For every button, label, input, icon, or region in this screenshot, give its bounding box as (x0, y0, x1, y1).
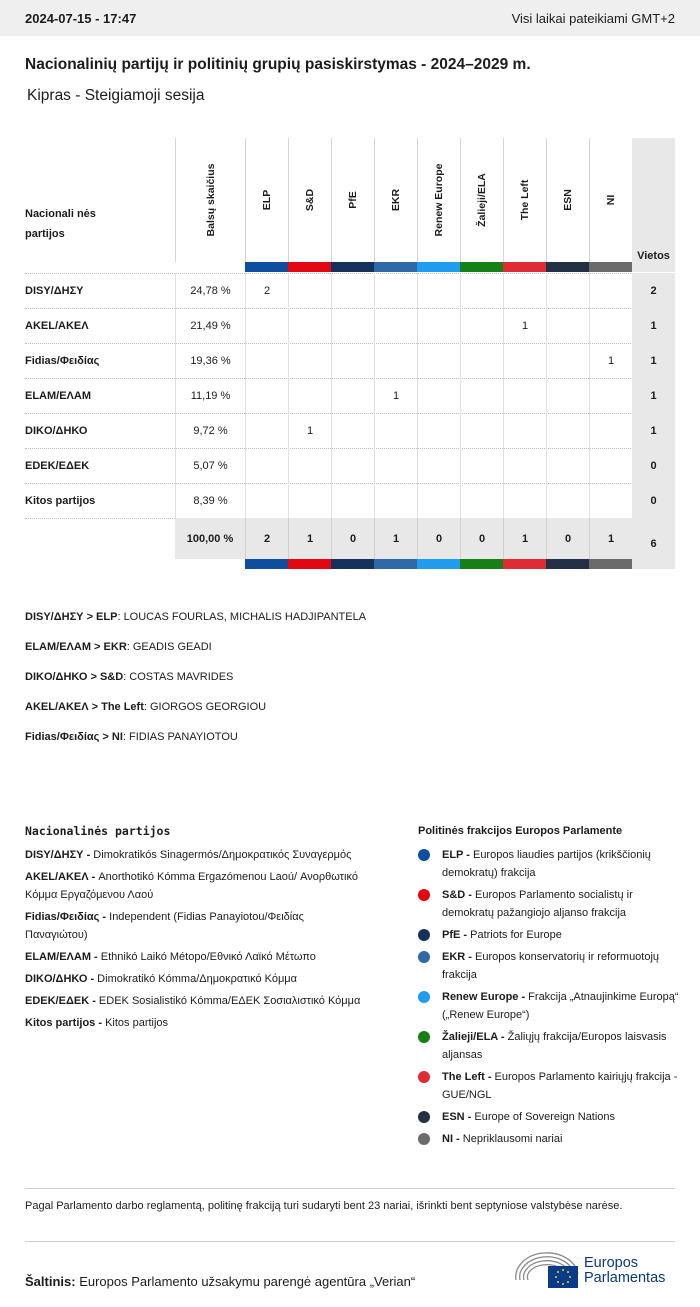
group-color-bar (331, 262, 374, 272)
legend-group-abbr: NI - (442, 1133, 460, 1145)
group-seat-cell (331, 308, 374, 343)
group-seat-cell (331, 483, 374, 518)
group-col-label: EKR (390, 188, 402, 212)
group-total-cell: 1 (589, 518, 632, 559)
group-total-cell: 1 (288, 518, 331, 559)
group-seat-cell (546, 308, 589, 343)
group-color-dot (418, 849, 430, 861)
group-col-header (503, 138, 546, 262)
legend-party-item (25, 868, 365, 904)
group-seat-cell (503, 413, 546, 448)
group-seat-cell: 1 (503, 308, 546, 343)
group-total-cell: 2 (245, 518, 288, 559)
legend-group-name: Nepriklausomi nariai (459, 1133, 563, 1145)
source-text: Europos Parlamento užsakymu parengė agentūra „Verian“ (75, 1274, 416, 1289)
legend-party-name: Independent (Fidias Panayiotou/Φειδίας Παναγιώτου) (25, 911, 304, 941)
group-total-cell: 0 (460, 518, 503, 559)
group-seat-cell (417, 343, 460, 378)
table-row (25, 343, 675, 378)
legend-party-abbr: ELAM/ΕΛΑΜ - (25, 951, 98, 963)
group-seat-cell (589, 308, 632, 343)
legend-party-item (25, 846, 365, 864)
group-color-dot (418, 991, 430, 1003)
source-line (25, 1274, 415, 1289)
group-seat-cell (374, 413, 417, 448)
table-row (25, 378, 675, 413)
legend-party-name: EDEK Sosialistikó Kómma/ΕΔΕΚ Σοσιαλιστικό Κόμμα (95, 995, 361, 1007)
party-name: DISY/ΔΗΣΥ (25, 284, 84, 297)
group-seat-cell: 1 (589, 343, 632, 378)
votes-col-label: Balsų skaičius (204, 163, 217, 237)
group-seat-cell (589, 378, 632, 413)
party-name: DIKO/ΔΗΚΟ (25, 424, 88, 437)
legend-group-item (418, 1130, 680, 1148)
group-seat-cell (503, 448, 546, 483)
group-seat-cell (460, 273, 503, 308)
group-seat-cell (503, 378, 546, 413)
table-row (25, 483, 675, 518)
source-label: Šaltinis: (25, 1274, 76, 1289)
legend-group-name: Patriots for Europe (467, 929, 562, 941)
legend-group-item (418, 926, 680, 944)
group-seat-cell (288, 308, 331, 343)
legend-group-item (418, 886, 680, 922)
legend-party-name: Dimokratikó Kómma/Δημοκρατικό Κόμμα (94, 973, 297, 985)
group-color-bar (417, 262, 460, 272)
group-color-bar (288, 559, 331, 569)
group-col-label: ELP (261, 189, 273, 211)
legend-group-abbr: Žalieji/ELA - (442, 1031, 505, 1043)
mapping-item (25, 700, 366, 730)
vote-share: 9,72 % (175, 413, 245, 448)
group-seat-cell (288, 343, 331, 378)
legend-group-item (418, 988, 680, 1024)
legend-group-abbr: PfE - (442, 929, 468, 941)
mapping-key: DISY/ΔΗΣΥ > ELP (25, 611, 118, 623)
legend-group-abbr: ELP - (442, 849, 470, 861)
group-color-bar (331, 559, 374, 569)
group-seat-cell (245, 413, 288, 448)
group-color-bar (374, 262, 417, 272)
vote-share: 19,36 % (175, 343, 245, 378)
table-row (25, 413, 675, 448)
group-total-cell: 0 (417, 518, 460, 559)
datetime: 2024-07-15 - 17:47 (25, 10, 137, 26)
mapping-members: : GIORGOS GEORGIOU (143, 701, 267, 713)
table-row (25, 308, 675, 343)
group-seat-cell (288, 483, 331, 518)
group-col-label: S&D (304, 188, 316, 212)
group-color-dot (418, 1071, 430, 1083)
legend-group-text (442, 1108, 615, 1126)
legend-group-item (418, 1068, 680, 1104)
vote-share: 8,39 % (175, 483, 245, 518)
party-name: Fidias/Φειδίας (25, 354, 100, 367)
group-color-dot (418, 889, 430, 901)
mapping-members: : FIDIAS PANAYIOTOU (122, 731, 238, 743)
group-color-dot (418, 1031, 430, 1043)
legend-group-abbr: EKR - (442, 951, 472, 963)
group-col-header (331, 138, 374, 262)
legend-party-abbr: EDEK/ΕΔΕΚ - (25, 995, 96, 1007)
legend-party-item (25, 948, 365, 966)
group-color-bar (460, 559, 503, 569)
group-seat-cell (245, 483, 288, 518)
legend-party-name: Anorthotikó Kómma Ergazómenou Laoú/ Ανορθωτικό Κόμμα Εργαζόμενου Λαού (25, 871, 358, 901)
legend-group-text (442, 886, 680, 922)
seat-total: 0 (632, 483, 675, 518)
group-seat-cell (546, 448, 589, 483)
legend-party-item (25, 908, 365, 944)
group-seat-cell (503, 343, 546, 378)
group-col-header (288, 138, 331, 262)
group-seat-cell (589, 448, 632, 483)
legend-group-abbr: The Left - (442, 1071, 492, 1083)
group-seat-cell (245, 343, 288, 378)
legend-group-name: Europos konservatorių ir reformuotojų frakcija (442, 951, 660, 981)
legend-group-item (418, 846, 680, 882)
group-seat-cell (589, 483, 632, 518)
legend-group-text (442, 988, 680, 1024)
seat-total: 2 (632, 273, 675, 308)
group-col-label: The Left (519, 179, 531, 221)
top-bar (0, 0, 700, 36)
group-col-label: Renew Europe (433, 163, 445, 237)
seat-total: 0 (632, 448, 675, 483)
group-color-dot (418, 929, 430, 941)
legend-group-text (442, 1130, 562, 1148)
ep-logo (514, 1250, 679, 1290)
seat-total: 1 (632, 378, 675, 413)
legend-party-name: Ethnikó Laikó Métopo/Εθνικό Λαϊκό Μέτωπο (97, 951, 316, 963)
group-seat-cell (546, 273, 589, 308)
group-seat-cell (417, 448, 460, 483)
legend-group-item (418, 1028, 680, 1064)
group-color-bar (546, 559, 589, 569)
group-seat-cell (245, 308, 288, 343)
legend-group-name: Žaliųjų frakcija/Europos laisvasis aljansas (442, 1031, 667, 1061)
group-col-label: ESN (562, 189, 574, 211)
legend-group-text (442, 948, 680, 984)
legend-group-name: Europos liaudies partijos (krikščionių demokratų) frakcija (442, 849, 651, 879)
seat-total: 1 (632, 343, 675, 378)
legend-party-item (25, 970, 365, 988)
group-color-bar (589, 559, 632, 569)
mapping-key: AKEL/ΑΚΕΛ > The Left (25, 701, 144, 713)
group-seat-cell (546, 378, 589, 413)
mapping-item (25, 670, 366, 700)
group-col-header (417, 138, 460, 262)
vote-share: 5,07 % (175, 448, 245, 483)
group-seat-cell (503, 273, 546, 308)
group-color-bar (503, 262, 546, 272)
legend-party-abbr: DISY/ΔΗΣΥ - (25, 849, 91, 861)
legend-group-text (442, 926, 562, 944)
group-seat-cell (374, 273, 417, 308)
group-col-header (546, 138, 589, 262)
group-color-dot (418, 951, 430, 963)
mapping-item (25, 610, 366, 640)
group-seat-cell (546, 343, 589, 378)
group-seat-cell (460, 413, 503, 448)
legend-party-name: Dimokratikós Sinagermós/Δημοκρατικός Συναγερμός (90, 849, 352, 861)
group-seat-cell (417, 308, 460, 343)
group-seat-cell (460, 483, 503, 518)
group-seat-cell (460, 448, 503, 483)
member-mapping-list (25, 610, 366, 760)
table-row (25, 273, 675, 308)
group-color-bar (503, 559, 546, 569)
group-seat-cell (331, 378, 374, 413)
group-seat-cell (546, 483, 589, 518)
group-seat-cell (417, 413, 460, 448)
group-total-cell: 0 (546, 518, 589, 559)
legend-political-groups (418, 822, 680, 1152)
legend-group-abbr: ESN - (442, 1111, 472, 1123)
group-color-dot (418, 1111, 430, 1123)
group-seat-cell (245, 378, 288, 413)
group-color-dot (418, 1133, 430, 1145)
legend-group-abbr: S&D - (442, 889, 472, 901)
group-seat-cell (288, 448, 331, 483)
seat-total: 1 (632, 308, 675, 343)
group-color-bar (245, 262, 288, 272)
group-seat-cell (460, 308, 503, 343)
page-subtitle: Kipras - Steigiamoji sesija (27, 87, 205, 104)
group-col-header (460, 138, 503, 262)
timezone-note: Visi laikai pateikiami GMT+2 (511, 10, 675, 26)
rules-note: Pagal Parlamento darbo reglamentą, politinę frakciją turi sudaryti bent 23 nariai, išrinkti bent septyniose valstybėse narėse. (25, 1188, 675, 1215)
group-seat-cell (460, 378, 503, 413)
group-seat-cell (374, 308, 417, 343)
party-name: EDEK/ΕΔΕΚ (25, 459, 90, 472)
legend-group-text (442, 1028, 680, 1064)
group-total-cell: 1 (503, 518, 546, 559)
logo-text: Europos Parlamentas (584, 1255, 666, 1286)
group-color-bar (417, 559, 460, 569)
group-col-header (374, 138, 417, 262)
legend-group-item (418, 948, 680, 984)
party-col-header: Nacionali nės partijos (25, 208, 96, 240)
legend-party-abbr: DIKO/ΔΗΚΟ - (25, 973, 95, 985)
group-col-header (245, 138, 288, 262)
group-seat-cell (331, 343, 374, 378)
group-col-label: Žalieji/ELA (476, 173, 488, 227)
grand-total-seats: 6 (632, 518, 675, 569)
vote-share: 21,49 % (175, 308, 245, 343)
legend-party-item (25, 1014, 365, 1032)
group-seat-cell (546, 413, 589, 448)
group-seat-cell (331, 273, 374, 308)
table-row (25, 448, 675, 483)
legend-party-abbr: Kitos partijos - (25, 1017, 103, 1029)
mapping-members: : LOUCAS FOURLAS, MICHALIS HADJIPANTELA (117, 611, 367, 623)
vote-share: 11,19 % (175, 378, 245, 413)
group-seat-cell (417, 378, 460, 413)
mapping-members: : COSTAS MAVRIDES (123, 671, 234, 683)
legend-party-abbr: Fidias/Φειδίας - (25, 911, 107, 923)
group-color-bar (460, 262, 503, 272)
mapping-item (25, 640, 366, 670)
totals-row (25, 518, 675, 559)
party-name: ELAM/ΕΛΑΜ (25, 389, 91, 402)
vote-share: 24,78 % (175, 273, 245, 308)
group-seat-cell (331, 448, 374, 483)
mapping-item (25, 730, 366, 760)
party-name: Kitos partijos (25, 494, 96, 507)
seats-col-header: Vietos (632, 138, 675, 272)
group-total-cell: 1 (374, 518, 417, 559)
legend-group-text (442, 846, 680, 882)
group-seat-cell (288, 273, 331, 308)
group-color-bar (245, 559, 288, 569)
page-title: Nacionalinių partijų ir politinių grupių pasiskirstymas - 2024–2029 m. (25, 56, 531, 73)
group-col-header (589, 138, 632, 262)
legend-groups-title: Politinės frakcijos Europos Parlamente (418, 825, 623, 837)
legend-party-name: Kitos partijos (102, 1017, 169, 1029)
group-seat-cell: 1 (288, 413, 331, 448)
group-seat-cell (245, 448, 288, 483)
group-col-label: PfE (347, 191, 359, 209)
total-vote-share: 100,00 % (175, 518, 245, 559)
group-seat-cell (374, 483, 417, 518)
legend-group-name: Europos Parlamento kairiųjų frakcija - GUE/NGL (442, 1071, 678, 1101)
group-seat-cell (288, 378, 331, 413)
divider (25, 1241, 675, 1242)
mapping-members: : GEADIS GEADI (126, 641, 212, 653)
group-seat-cell (374, 448, 417, 483)
mapping-key: ELAM/ΕΛΑΜ > EKR (25, 641, 127, 653)
legend-national-parties (25, 822, 365, 1036)
group-seat-cell (417, 483, 460, 518)
mapping-key: DIKO/ΔΗΚΟ > S&D (25, 671, 124, 683)
group-color-bar (374, 559, 417, 569)
legend-group-item (418, 1108, 680, 1126)
group-seat-cell (417, 273, 460, 308)
group-seat-cell (589, 273, 632, 308)
legend-group-text (442, 1068, 680, 1104)
group-seat-cell (503, 483, 546, 518)
legend-party-item (25, 992, 365, 1010)
group-seat-cell (331, 413, 374, 448)
group-col-label: NI (605, 194, 617, 206)
parliament-hemicycle-icon (514, 1250, 580, 1290)
group-color-bar (288, 262, 331, 272)
legend-party-abbr: AKEL/ΑΚΕΛ - (25, 871, 96, 883)
group-seat-cell (460, 343, 503, 378)
group-color-bar (589, 262, 632, 272)
legend-group-name: Frakcija „Atnaujinkime Europą“ („Renew Europe“) (442, 991, 679, 1021)
group-seat-cell (374, 343, 417, 378)
mapping-key: Fidias/Φειδίας > NI (25, 731, 123, 743)
legend-group-name: Europe of Sovereign Nations (471, 1111, 616, 1123)
group-seat-cell: 2 (245, 273, 288, 308)
group-seat-cell: 1 (374, 378, 417, 413)
legend-group-name: Europos Parlamento socialistų ir demokratų pažangiojo aljanso frakcija (442, 889, 633, 919)
legend-group-abbr: Renew Europe - (442, 991, 526, 1003)
group-color-bar (546, 262, 589, 272)
seat-total: 1 (632, 413, 675, 448)
votes-col-header (175, 138, 245, 262)
legend-parties-title: Nacionalinės partijos (25, 824, 171, 838)
party-name: AKEL/ΑΚΕΛ (25, 319, 89, 332)
group-total-cell: 0 (331, 518, 374, 559)
group-seat-cell (589, 413, 632, 448)
